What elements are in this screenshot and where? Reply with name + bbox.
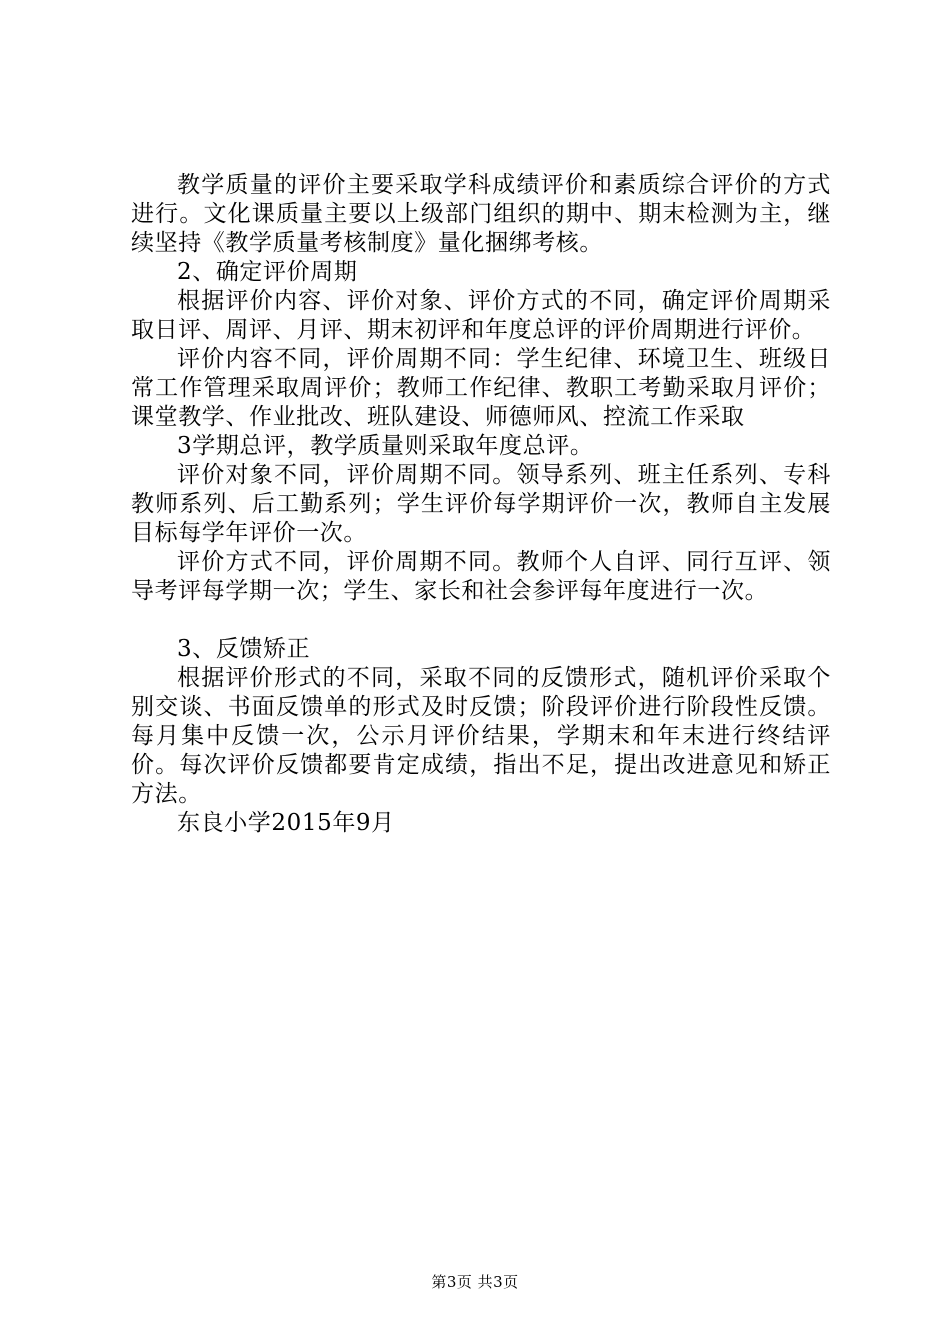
paragraph-semester-summary: 3学期总评，教学质量则采取年度总评。 xyxy=(177,433,594,459)
heading-evaluation-cycle: 2、确定评价周期 xyxy=(177,259,358,285)
paragraph-method-cycles: 评价方式不同，评价周期不同。教师个人自评、同行互评、领导考评每学期一次；学生、家长和社会参评每年度进行一次。 xyxy=(131,549,831,604)
page-number-footer: 第3页 共3页 xyxy=(431,1273,519,1291)
paragraph-quality-evaluation: 教学质量的评价主要采取学科成绩评价和素质综合评价的方式进行。文化课质量主要以上级部门组织的期中、期末检测为主，继续坚持《教学质量考核制度》量化捆绑考核。 xyxy=(131,172,831,256)
paragraph-cycle-overview: 根据评价内容、评价对象、评价方式的不同，确定评价周期采取日评、周评、月评、期末初评和年度总评的评价周期进行评价。 xyxy=(131,288,831,343)
paragraph-content-cycles: 评价内容不同，评价周期不同：学生纪律、环境卫生、班级日常工作管理采取周评价；教师工作纪律、教职工考勤采取月评价；课堂教学、作业批改、班队建设、师德师风、控流工作采取 xyxy=(131,346,831,430)
heading-feedback-correction: 3、反馈矫正 xyxy=(177,636,311,662)
document-body xyxy=(131,171,831,838)
paragraph-feedback: 根据评价形式的不同，采取不同的反馈形式，随机评价采取个别交谈、书面反馈单的形式及时反馈；阶段评价进行阶段性反馈。每月集中反馈一次，公示月评价结果，学期末和年末进行终结评价。每次评价反馈都要肯定成绩，指出不足，提出改进意见和矫正方法。 xyxy=(131,665,831,807)
paragraph-object-cycles: 评价对象不同，评价周期不同。领导系列、班主任系列、专科教师系列、后工勤系列；学生评价每学期评价一次，教师自主发展目标每学年评价一次。 xyxy=(131,462,831,546)
paragraph-spacer xyxy=(131,606,831,635)
signature-line: 东良小学2015年9月 xyxy=(177,810,395,836)
